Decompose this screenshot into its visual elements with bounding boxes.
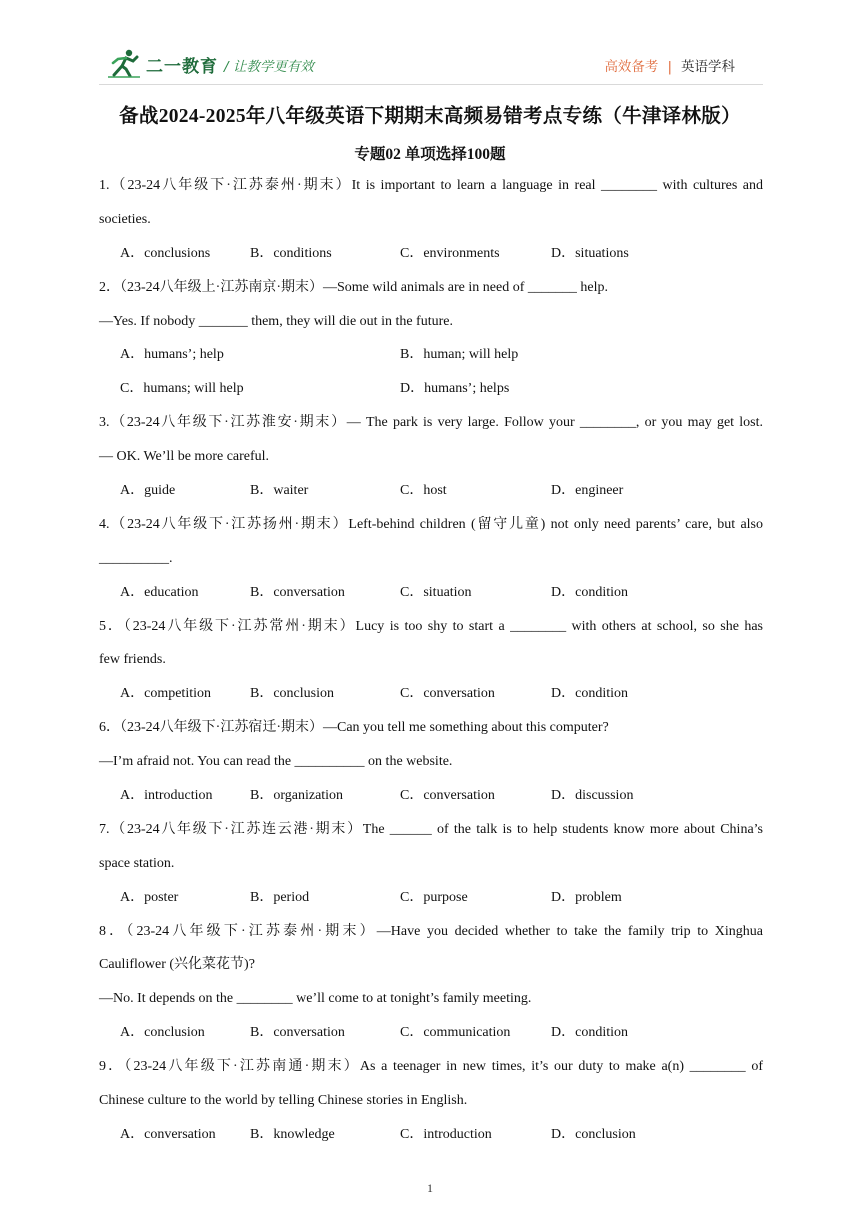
- answer-option: B．period: [250, 889, 310, 905]
- answer-option: C．host: [400, 483, 447, 499]
- question-text-line: 2．（23-24八年级上·江苏南京·期末）—Some wild animals are in need of _______ help.: [99, 279, 608, 295]
- answer-option: C．introduction: [400, 1126, 492, 1142]
- answer-option: C．situation: [400, 584, 472, 600]
- answer-option: C．conversation: [400, 788, 495, 804]
- question-text-line: Chinese culture to the world by telling Chinese stories in English.: [99, 1093, 468, 1109]
- question-text-line: 4.（23-24八年级下·江苏扬州·期末）Left-behind children (留守儿童) not only need parents’ care, but also: [99, 516, 763, 532]
- header-separator: |: [667, 59, 672, 75]
- answer-option: D．conclusion: [551, 1126, 636, 1142]
- answer-option: D．humans’; helps: [400, 381, 510, 397]
- answer-option: A．conclusions: [120, 245, 211, 261]
- question-text-line: space station.: [99, 855, 175, 871]
- options-row: [99, 1020, 763, 1054]
- logo: [106, 48, 218, 80]
- question-text-line: 1.（23-24八年级下·江苏泰州·期末）It is important to learn a language in real ________ with cultures and: [99, 178, 763, 193]
- answer-option: D．condition: [551, 1025, 628, 1041]
- answer-option: B．organization: [250, 788, 344, 804]
- question-text-line: 9．（23-24八年级下·江苏南通·期末）As a teenager in new times, it’s our duty to make a(n) ________ of: [99, 1059, 763, 1075]
- logo-text: 二一教育: [146, 56, 218, 77]
- answer-option: C．environments: [400, 245, 500, 261]
- question-text-line: 6．（23-24八年级下·江苏宿迁·期末）—Can you tell me something about this computer?: [99, 720, 609, 736]
- answer-option: B．waiter: [250, 483, 309, 499]
- header-subject: 英语学科: [681, 59, 735, 75]
- document-title: 备战2024-2025年八年级英语下期期末高频易错考点专练（牛津译林版）: [119, 106, 741, 127]
- question-text-line: 5．（23-24八年级下·江苏常州·期末）Lucy is too shy to start a ________ with others at school, so she has: [99, 618, 763, 634]
- options-row: [99, 342, 763, 376]
- answer-option: C．humans; will help: [120, 381, 244, 397]
- options-row: [99, 241, 763, 275]
- answer-option: B．conditions: [250, 245, 332, 261]
- question-text-line: — OK. We’ll be more careful.: [99, 449, 270, 465]
- question-text-line: —No. It depends on the ________ we’ll come to at tonight’s family meeting.: [99, 991, 532, 1007]
- question-text-line: —Yes. If nobody _______ them, they will die out in the future.: [99, 313, 453, 329]
- runner-logo-icon: [106, 49, 142, 79]
- slogan: / 让教学更有效: [224, 59, 314, 75]
- answer-option: D．condition: [551, 584, 628, 600]
- answer-option: D．discussion: [551, 788, 634, 804]
- header-accent-text: 高效备考: [604, 59, 659, 75]
- answer-option: B．conversation: [250, 1025, 345, 1041]
- answer-option: B．conversation: [250, 584, 345, 600]
- answer-option: A．poster: [120, 889, 179, 905]
- question-list: [99, 173, 763, 1156]
- options-row: [99, 478, 763, 512]
- question-text-line: 3.（23-24八年级下·江苏淮安·期末）— The park is very large. Follow your ________, or you may get lost.: [99, 415, 763, 431]
- answer-option: D．condition: [551, 686, 628, 702]
- answer-option: A．humans’; help: [120, 347, 224, 363]
- header-divider: [99, 84, 763, 85]
- answer-option: A．education: [120, 584, 199, 600]
- answer-option: A．guide: [120, 483, 176, 499]
- answer-option: A．conclusion: [120, 1025, 205, 1041]
- document-subtitle: 专题02 单项选择100题: [354, 146, 506, 163]
- answer-option: A．conversation: [120, 1126, 216, 1142]
- answer-option: A．introduction: [120, 788, 213, 804]
- header-right: [604, 55, 735, 75]
- answer-option: C．purpose: [400, 889, 468, 905]
- question-text-line: __________.: [99, 550, 173, 566]
- question-text-line: 8．（23-24八年级下·江苏泰州·期末）—Have you decided whether to take the family trip to Xinghua: [99, 923, 763, 939]
- page-number: 1: [427, 1181, 433, 1195]
- options-row: [99, 1122, 763, 1156]
- question-text-line: few friends.: [99, 652, 166, 668]
- question-text-line: 7.（23-24八年级下·江苏连云港·期末）The ______ of the talk is to help students know more about China’s: [99, 821, 763, 837]
- answer-option: D．situations: [551, 245, 629, 261]
- answer-option: C．communication: [400, 1025, 511, 1041]
- options-row: [99, 681, 763, 715]
- answer-option: B．human; will help: [400, 347, 519, 363]
- answer-option: A．competition: [120, 686, 211, 702]
- answer-option: B．knowledge: [250, 1126, 335, 1142]
- answer-option: C．conversation: [400, 686, 495, 702]
- question-text-line: societies.: [99, 211, 151, 227]
- answer-option: B．conclusion: [250, 686, 334, 702]
- question-text-line: Cauliflower (兴化菜花节)?: [99, 957, 255, 973]
- options-row: [99, 580, 763, 614]
- options-row: [99, 885, 763, 919]
- question-text-line: —I’m afraid not. You can read the __________ on the website.: [99, 754, 453, 770]
- answer-option: D．engineer: [551, 483, 624, 499]
- answer-option: D．problem: [551, 889, 622, 905]
- options-row: [99, 376, 763, 410]
- page-header: [0, 0, 860, 92]
- options-row: [99, 783, 763, 817]
